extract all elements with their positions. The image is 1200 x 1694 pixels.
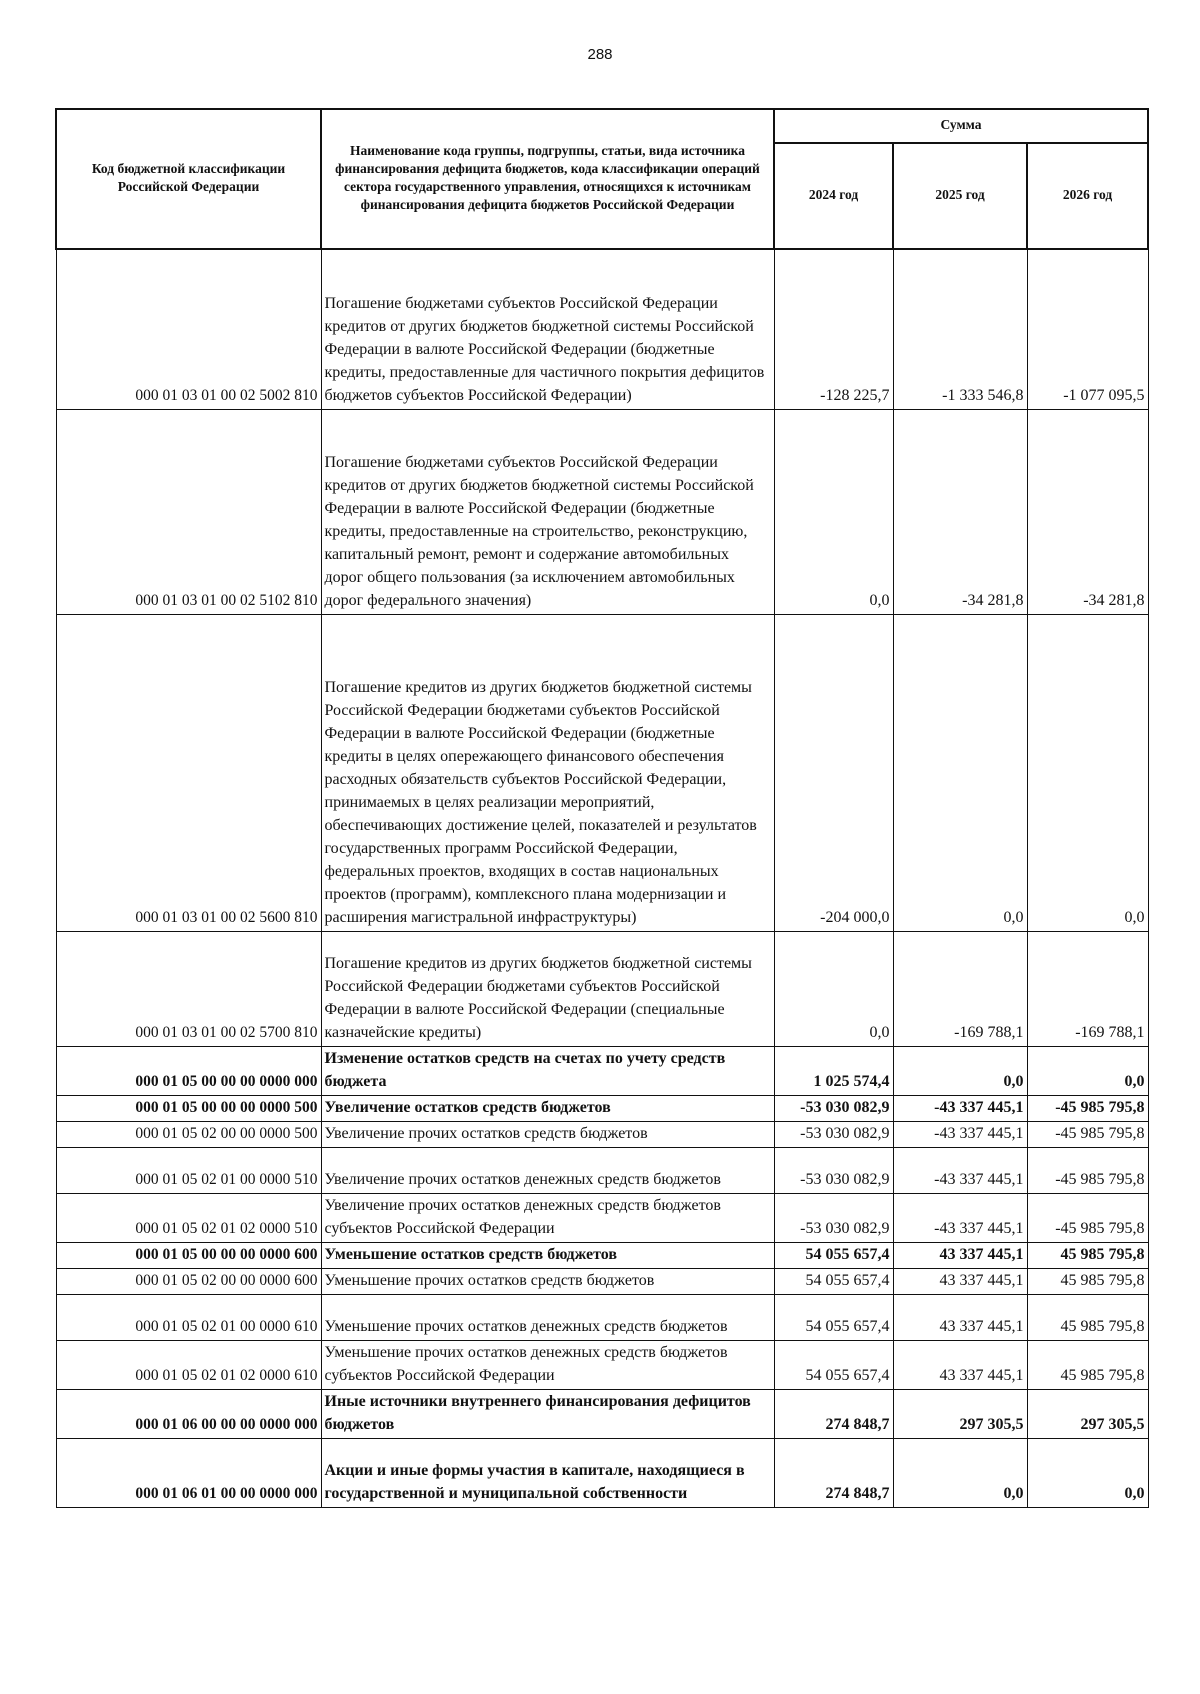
- row-value-2026: -34 281,8: [1027, 409, 1148, 614]
- header-year-2024: 2024 год: [774, 143, 893, 249]
- row-value-2025: 0,0: [893, 614, 1027, 931]
- row-value-2026: 297 305,5: [1027, 1389, 1148, 1438]
- row-value-2025: -43 337 445,1: [893, 1095, 1027, 1121]
- row-code: 000 01 06 00 00 00 0000 000: [56, 1389, 321, 1438]
- table-row: [56, 1294, 1148, 1340]
- row-name: Погашение бюджетами субъектов Российской Федерации кредитов от других бюджетов бюджетной системы Российской Федерации в валюте Российской Федерации (бюджетные кредиты, предоставленные для частичного покрытия дефицитов бюджетов субъектов Российской Федерации): [321, 249, 774, 409]
- row-value-2025: 43 337 445,1: [893, 1242, 1027, 1268]
- table-row: [56, 409, 1148, 614]
- row-name: Увеличение прочих остатков денежных средств бюджетов: [321, 1147, 774, 1193]
- row-value-2025: -43 337 445,1: [893, 1193, 1027, 1242]
- row-code: 000 01 05 02 01 00 0000 510: [56, 1147, 321, 1193]
- table-row: [56, 1389, 1148, 1438]
- row-value-2025: -34 281,8: [893, 409, 1027, 614]
- table-row: [56, 1193, 1148, 1242]
- row-code: 000 01 03 01 00 02 5002 810: [56, 249, 321, 409]
- row-value-2024: -128 225,7: [774, 249, 893, 409]
- row-name: Уменьшение прочих остатков денежных средств бюджетов: [321, 1294, 774, 1340]
- row-value-2025: 0,0: [893, 1046, 1027, 1095]
- table-body: [56, 249, 1148, 1507]
- row-name: Изменение остатков средств на счетах по учету средств бюджета: [321, 1046, 774, 1095]
- table-header: [56, 109, 1148, 249]
- row-name: Погашение кредитов из других бюджетов бюджетной системы Российской Федерации бюджетами субъектов Российской Федерации в валюте Российской Федерации (специальные казначейские кредиты): [321, 931, 774, 1046]
- row-value-2026: -45 985 795,8: [1027, 1095, 1148, 1121]
- row-value-2026: 0,0: [1027, 1438, 1148, 1507]
- row-code: 000 01 03 01 00 02 5102 810: [56, 409, 321, 614]
- row-value-2026: 45 985 795,8: [1027, 1294, 1148, 1340]
- header-sum: Сумма: [774, 109, 1148, 143]
- row-value-2025: -1 333 546,8: [893, 249, 1027, 409]
- row-name: Иные источники внутреннего финансирования дефицитов бюджетов: [321, 1389, 774, 1438]
- row-value-2024: 54 055 657,4: [774, 1268, 893, 1294]
- row-value-2026: 0,0: [1027, 1046, 1148, 1095]
- header-name: Наименование кода группы, подгруппы, статьи, вида источника финансирования дефицита бюджетов, кода классификации операций сектора государственного управления, относящихся к источникам финансирования дефицита бюджетов Российской Федерации: [321, 109, 774, 249]
- row-name: Уменьшение прочих остатков средств бюджетов: [321, 1268, 774, 1294]
- row-code: 000 01 05 00 00 00 0000 500: [56, 1095, 321, 1121]
- table-row: [56, 1095, 1148, 1121]
- row-value-2026: -45 985 795,8: [1027, 1147, 1148, 1193]
- row-code: 000 01 05 02 01 00 0000 610: [56, 1294, 321, 1340]
- row-value-2026: -45 985 795,8: [1027, 1121, 1148, 1147]
- row-value-2025: 43 337 445,1: [893, 1340, 1027, 1389]
- row-value-2024: -53 030 082,9: [774, 1193, 893, 1242]
- row-value-2024: 274 848,7: [774, 1438, 893, 1507]
- row-name: Увеличение прочих остатков средств бюджетов: [321, 1121, 774, 1147]
- row-value-2024: 0,0: [774, 409, 893, 614]
- row-value-2025: 0,0: [893, 1438, 1027, 1507]
- page-number: 288: [587, 46, 613, 63]
- header-year-2026: 2026 год: [1027, 143, 1148, 249]
- budget-sources-table: [55, 108, 1149, 1508]
- row-value-2024: 54 055 657,4: [774, 1340, 893, 1389]
- table-row: [56, 1147, 1148, 1193]
- row-value-2025: 43 337 445,1: [893, 1294, 1027, 1340]
- table-row: [56, 1242, 1148, 1268]
- row-value-2026: 45 985 795,8: [1027, 1340, 1148, 1389]
- row-name: Увеличение прочих остатков денежных средств бюджетов субъектов Российской Федерации: [321, 1193, 774, 1242]
- row-value-2025: 43 337 445,1: [893, 1268, 1027, 1294]
- row-value-2024: 54 055 657,4: [774, 1294, 893, 1340]
- row-code: 000 01 05 02 00 00 0000 600: [56, 1268, 321, 1294]
- table-row: [56, 1340, 1148, 1389]
- row-value-2025: 297 305,5: [893, 1389, 1027, 1438]
- table-row: [56, 1268, 1148, 1294]
- row-name: Уменьшение остатков средств бюджетов: [321, 1242, 774, 1268]
- row-value-2025: -169 788,1: [893, 931, 1027, 1046]
- row-value-2024: -53 030 082,9: [774, 1147, 893, 1193]
- row-code: 000 01 06 01 00 00 0000 000: [56, 1438, 321, 1507]
- table-row: [56, 249, 1148, 409]
- row-code: 000 01 05 02 00 00 0000 500: [56, 1121, 321, 1147]
- table-row: [56, 1046, 1148, 1095]
- row-value-2024: -53 030 082,9: [774, 1121, 893, 1147]
- row-value-2025: -43 337 445,1: [893, 1147, 1027, 1193]
- row-code: 000 01 05 00 00 00 0000 600: [56, 1242, 321, 1268]
- table-row: [56, 931, 1148, 1046]
- table-row: [56, 1121, 1148, 1147]
- header-code: Код бюджетной классификации Российской Федерации: [56, 109, 321, 249]
- row-value-2024: 0,0: [774, 931, 893, 1046]
- row-name: Увеличение остатков средств бюджетов: [321, 1095, 774, 1121]
- row-value-2024: -53 030 082,9: [774, 1095, 893, 1121]
- row-value-2024: 54 055 657,4: [774, 1242, 893, 1268]
- row-value-2026: -45 985 795,8: [1027, 1193, 1148, 1242]
- row-value-2024: -204 000,0: [774, 614, 893, 931]
- header-year-2025: 2025 год: [893, 143, 1027, 249]
- row-value-2024: 274 848,7: [774, 1389, 893, 1438]
- table-row: [56, 614, 1148, 931]
- row-value-2025: -43 337 445,1: [893, 1121, 1027, 1147]
- row-value-2026: 45 985 795,8: [1027, 1268, 1148, 1294]
- row-code: 000 01 05 02 01 02 0000 610: [56, 1340, 321, 1389]
- row-value-2026: -1 077 095,5: [1027, 249, 1148, 409]
- row-value-2026: -169 788,1: [1027, 931, 1148, 1046]
- row-value-2026: 0,0: [1027, 614, 1148, 931]
- row-name: Погашение кредитов из других бюджетов бюджетной системы Российской Федерации бюджетами субъектов Российской Федерации в валюте Российской Федерации (бюджетные кредиты в целях опережающего финансового обеспечения расходных обязательств субъектов Российской Федерации, принимаемых в целях реализации мероприятий, обеспечивающих достижение целей, показателей и результатов государственных программ Российской Федерации, федеральных проектов, входящих в состав национальных проектов (программ), комплексного плана модернизации и расширения магистральной инфраструктуры): [321, 614, 774, 931]
- row-code: 000 01 05 00 00 00 0000 000: [56, 1046, 321, 1095]
- row-name: Уменьшение прочих остатков денежных средств бюджетов субъектов Российской Федерации: [321, 1340, 774, 1389]
- row-code: 000 01 03 01 00 02 5600 810: [56, 614, 321, 931]
- row-name: Погашение бюджетами субъектов Российской Федерации кредитов от других бюджетов бюджетной системы Российской Федерации в валюте Российской Федерации (бюджетные кредиты, предоставленные на строительство, реконструкцию, капитальный ремонт, ремонт и содержание автомобильных дорог общего пользования (за исключением автомобильных дорог федерального значения): [321, 409, 774, 614]
- row-code: 000 01 03 01 00 02 5700 810: [56, 931, 321, 1046]
- row-value-2024: 1 025 574,4: [774, 1046, 893, 1095]
- table-row: [56, 1438, 1148, 1507]
- row-name: Акции и иные формы участия в капитале, находящиеся в государственной и муниципальной собственности: [321, 1438, 774, 1507]
- row-code: 000 01 05 02 01 02 0000 510: [56, 1193, 321, 1242]
- row-value-2026: 45 985 795,8: [1027, 1242, 1148, 1268]
